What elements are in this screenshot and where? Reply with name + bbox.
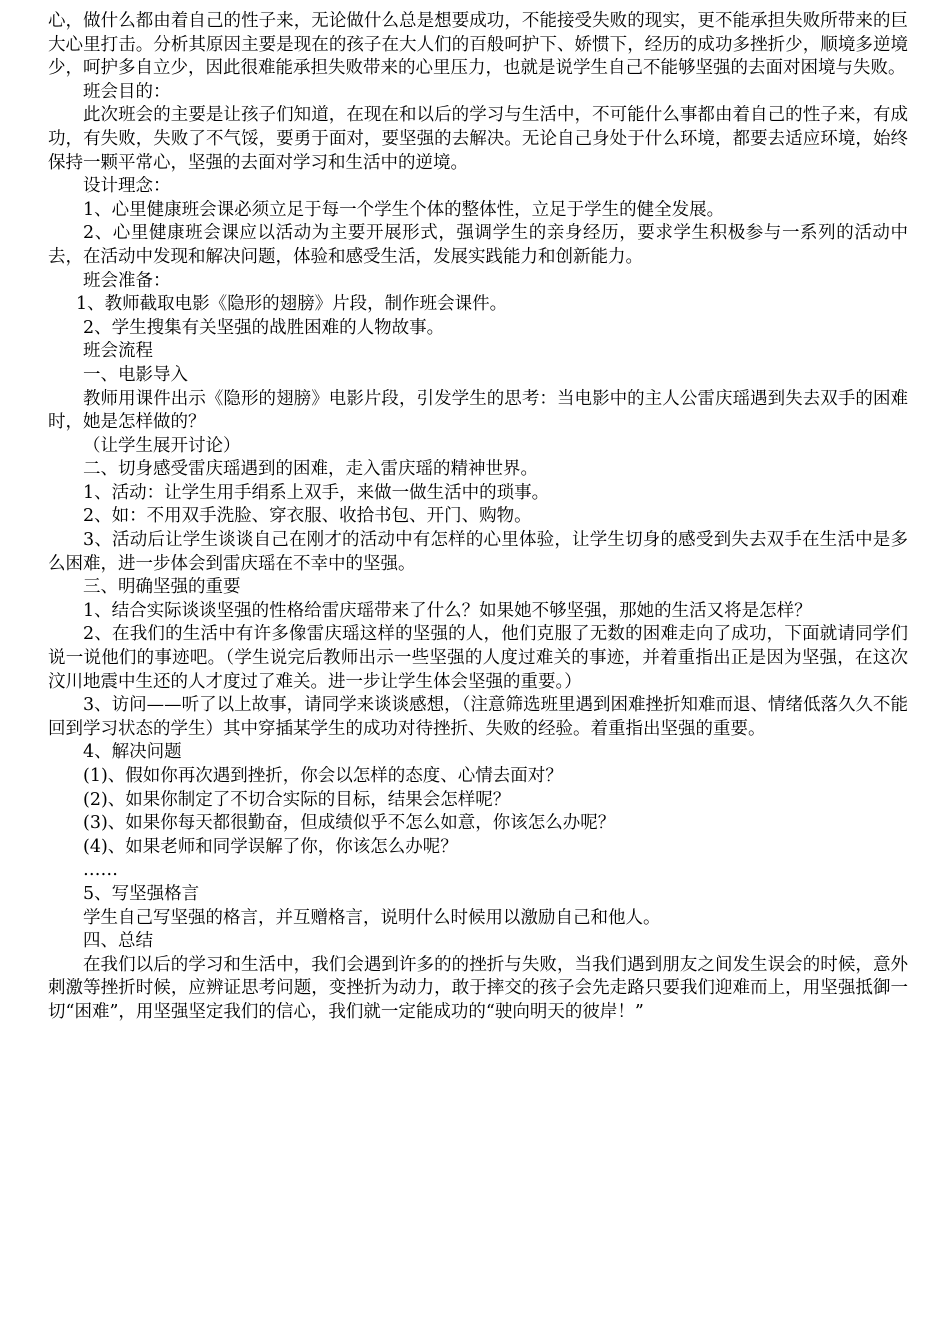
concept-item-2: 2、心里健康班会课应以活动为主要开展形式，强调学生的亲身经历，要求学生积极参与一系列的活动中去，在活动中发现和解决问题，体验和感受生活，发展实践能力和创新能力。: [48, 223, 908, 267]
section-heading-concept: 设计理念：: [83, 176, 171, 197]
question-4: (4)、如果老师和同学误解了你，你该怎么办呢？: [83, 836, 458, 857]
step-heading-2: 二、切身感受雷庆瑶遇到的困难，走入雷庆瑶的精神世界。: [83, 459, 538, 480]
section-heading-preparation: 班会准备：: [83, 270, 171, 291]
intro-paragraph: 心，做什么都由着自己的性子来，无论做什么总是想要成功，不能接受失败的现实，更不能承担失败所带来的巨大心里打击。分析其原因主要是现在的孩子在大人们的百般呵护下、娇惯下，经历的成功多挫折少，顺境多逆境少，呵护多自立少，因此很难能承担失败带来的心里压力，也就是说学生自己不能够坚强的去面对困境与失败。: [48, 11, 908, 79]
discussion-note: （让学生展开讨论）: [83, 435, 241, 456]
step-3-item-4: 4、解决问题: [83, 742, 182, 763]
question-2: (2)、如果你制定了不切合实际的目标，结果会怎样呢？: [83, 789, 511, 810]
step-3-item-1: 1、结合实际谈谈坚强的性格给雷庆瑶带来了什么？如果她不够坚强，那她的生活又将是怎样？: [83, 600, 812, 621]
step-3-item-5: 5、写坚强格言: [83, 883, 200, 904]
step-heading-4: 四、总结: [83, 931, 153, 952]
step-3-item-2: 2、在我们的生活中有许多像雷庆瑶这样的坚强的人，他们克服了无数的困难走向了成功，下面就请同学们说一说他们的事迹吧。（学生说完后教师出示一些坚强的人度过难关的事迹，并着重指出正是因为坚强，在这次汶川地震中生还的人才度过了难关。进一步让学生体会坚强的重要。）: [48, 624, 908, 692]
section-heading-purpose: 班会目的：: [83, 81, 171, 102]
step-heading-1: 一、电影导入: [83, 364, 188, 385]
step-3-item-3: 3、访问——听了以上故事，请同学来谈谈感想，（注意筛选班里遇到困难挫折知难而退、情绪低落久久不能回到学习状态的学生）其中穿插某学生的成功对待挫折、失败的经验。着重指出坚强的重要。: [48, 695, 908, 739]
step-2-item-2: 2、如：不用双手洗脸、穿衣服、收拾书包、开门、购物。: [83, 506, 532, 527]
step-2-item-3: 3、活动后让学生谈谈自己在刚才的活动中有怎样的心里体验，让学生切身的感受到失去双手在生活中是多么困难，进一步体会到雷庆瑶在不幸中的坚强。: [48, 530, 908, 574]
preparation-item-1: 1、教师截取电影《隐形的翅膀》片段，制作班会课件。: [76, 294, 508, 315]
step-1-paragraph: 教师用课件出示《隐形的翅膀》电影片段，引发学生的思考：当电影中的主人公雷庆瑶遇到失去双手的困难时，她是怎样做的？: [48, 388, 908, 433]
question-3: (3)、如果你每天都很勤奋，但成绩似乎不怎么如意，你该怎么办呢？: [83, 813, 616, 834]
ellipsis: ……: [83, 860, 118, 881]
concept-item-1: 1、心里健康班会课必须立足于每一个学生个体的整体性，立足于学生的健全发展。: [83, 199, 725, 220]
step-2-item-1: 1、活动：让学生用手绢系上双手，来做一做生活中的琐事。: [83, 482, 550, 503]
motto-paragraph: 学生自己写坚强的格言，并互赠格言，说明什么时候用以激励自己和他人。: [83, 907, 661, 928]
step-heading-3: 三、明确坚强的重要: [83, 577, 241, 598]
document-body: [48, 10, 908, 1025]
preparation-item-2: 2、学生搜集有关坚强的战胜困难的人物故事。: [83, 317, 445, 338]
question-1: (1)、假如你再次遇到挫折，你会以怎样的态度、心情去面对？: [83, 766, 563, 786]
section-heading-process: 班会流程: [83, 341, 153, 362]
purpose-paragraph: 此次班会的主要是让孩子们知道，在现在和以后的学习与生活中，不可能什么事都由着自己的性子来，有成功，有失败，失败了不气馁，要勇于面对，要坚强的去解决。无论自己身处于什么环境，都要去适应环境，始终保持一颗平常心，坚强的去面对学习和生活中的逆境。: [48, 105, 908, 173]
summary-paragraph: 在我们以后的学习和生活中，我们会遇到许多的的挫折与失败，当我们遇到朋友之间发生误会的时候，意外刺激等挫折时候，应辨证思考问题，变挫折为动力，敢于摔交的孩子会先走路只要我们迎难而上，用坚强抵御一切“困难”，用坚强坚定我们的信心，我们就一定能成功的“驶向明天的彼岸！”: [48, 954, 908, 1022]
